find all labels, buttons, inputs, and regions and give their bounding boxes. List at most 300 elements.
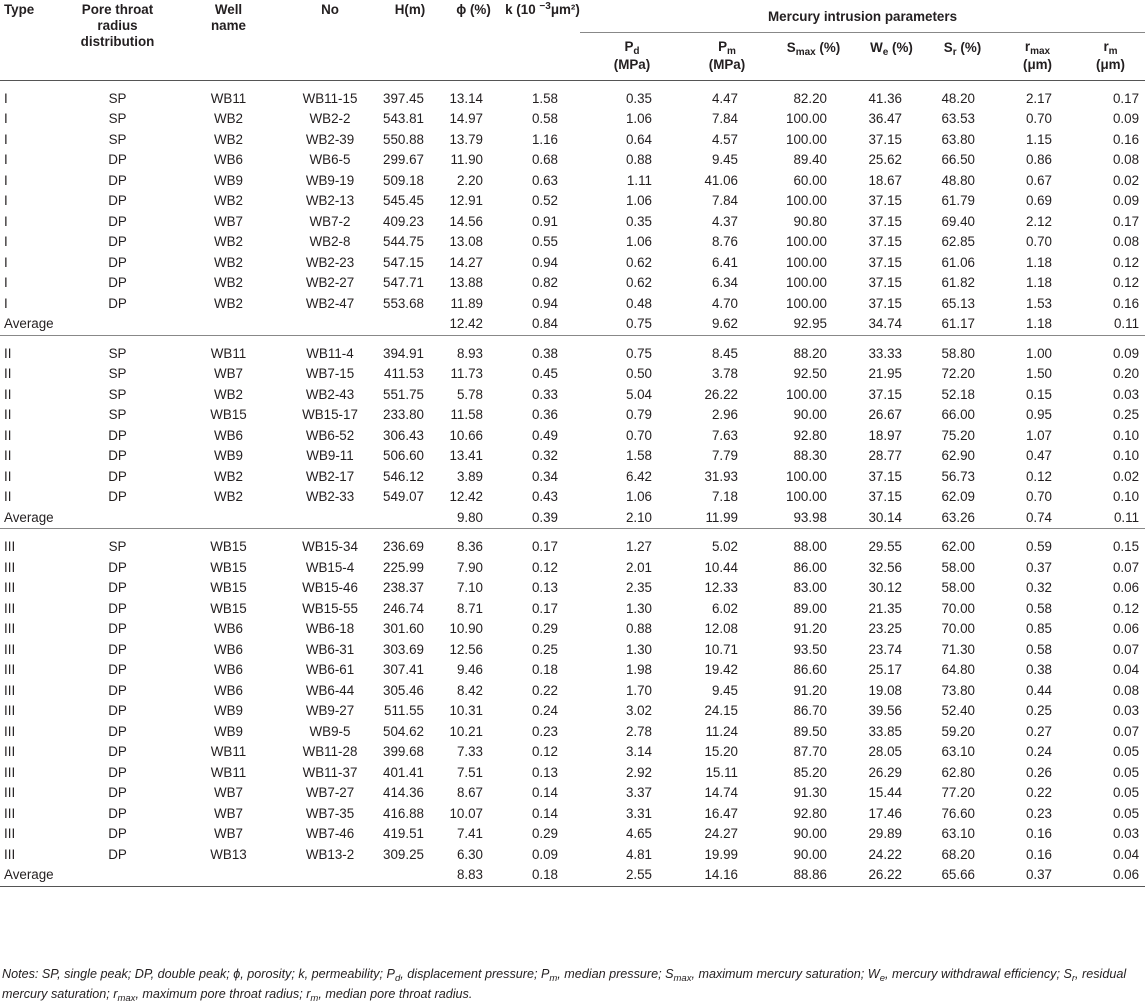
average-cell: 30.14 xyxy=(868,509,902,525)
table-cell: WB13-2 xyxy=(305,846,355,862)
table-cell: 547.15 xyxy=(383,254,424,270)
table-cell: WB6-44 xyxy=(305,682,355,698)
table-row xyxy=(0,804,1145,825)
table-cell: 0.38 xyxy=(1025,662,1052,678)
table-cell: 10.71 xyxy=(704,641,738,657)
average-row xyxy=(0,314,1145,335)
table-cell: 1.06 xyxy=(625,489,652,505)
table-cell: SP xyxy=(108,345,127,361)
table-cell: 16.47 xyxy=(704,805,738,821)
table-cell: 7.18 xyxy=(711,489,738,505)
table-cell: WB7 xyxy=(213,805,244,821)
table-cell: 37.15 xyxy=(868,468,902,484)
table-cell: 11.90 xyxy=(450,152,483,168)
table-cell: 0.09 xyxy=(1112,345,1140,361)
table-cell: 8.45 xyxy=(711,345,738,361)
table-row xyxy=(0,405,1145,426)
table-cell: 0.17 xyxy=(531,600,558,616)
table-cell: SP xyxy=(108,131,127,147)
table-cell: 1.27 xyxy=(625,539,652,555)
table-cell: 0.70 xyxy=(1025,234,1052,250)
average-cell: 0.37 xyxy=(999,865,1076,886)
note-subscript: m xyxy=(549,973,558,984)
table-cell: 0.44 xyxy=(1025,682,1052,698)
table-cell: 0.70 xyxy=(1025,111,1052,127)
table-cell: WB2-33 xyxy=(305,489,355,505)
table-cell: 416.88 xyxy=(383,805,424,821)
table-cell: DP xyxy=(108,448,127,464)
average-cell: 2.55 xyxy=(580,865,684,886)
table-cell: DP xyxy=(108,172,127,188)
table-cell: 0.13 xyxy=(531,764,558,780)
table-cell: 93.50 xyxy=(793,641,827,657)
header-divider xyxy=(0,80,1145,89)
table-cell: 37.15 xyxy=(868,386,902,402)
table-cell: 39.56 xyxy=(868,703,902,719)
table-cell: 100.00 xyxy=(786,386,827,402)
table-cell: 0.69 xyxy=(1025,193,1052,209)
table-cell: 0.68 xyxy=(531,152,558,168)
table-cell: 419.51 xyxy=(383,826,424,842)
table-cell: 0.12 xyxy=(1112,600,1140,616)
average-cell: 61.17 xyxy=(941,316,975,332)
table-cell: 41.06 xyxy=(704,172,738,188)
table-cell: 0.36 xyxy=(531,407,558,423)
table-cell: DP xyxy=(108,234,127,250)
table-row xyxy=(0,763,1145,784)
group-divider xyxy=(0,529,1145,538)
table-cell: 29.89 xyxy=(868,826,902,842)
header-permeability: k (10 $^{-3}$μm²) xyxy=(505,2,580,17)
table-cell: 1.15 xyxy=(1025,131,1052,147)
table-cell: 87.70 xyxy=(793,744,827,760)
note-text: , maximum mercury saturation; W xyxy=(691,967,880,981)
table-cell: 21.35 xyxy=(868,600,902,616)
table-cell: 309.25 xyxy=(383,846,424,862)
table-cell: 7.41 xyxy=(456,826,483,842)
table-cell: 0.88 xyxy=(625,152,652,168)
table-cell: 1.06 xyxy=(625,234,652,250)
table-cell: 17.46 xyxy=(868,805,902,821)
table-cell: 62.85 xyxy=(941,234,975,250)
table-cell: I xyxy=(4,111,8,127)
table-cell: DP xyxy=(108,193,127,209)
table-cell: 0.04 xyxy=(1112,846,1140,862)
table-cell: 7.90 xyxy=(456,559,483,575)
table-cell: WB9-27 xyxy=(305,703,355,719)
table-cell: WB6 xyxy=(213,427,244,443)
table-cell: 11.73 xyxy=(450,366,483,382)
table-row xyxy=(0,385,1145,406)
table-row xyxy=(0,232,1145,253)
table-cell: 24.27 xyxy=(704,826,738,842)
table-cell: WB2 xyxy=(213,468,244,484)
table-cell: WB6 xyxy=(213,621,244,637)
table-cell: III xyxy=(4,846,16,862)
table-cell: 225.99 xyxy=(383,559,424,575)
table-cell: 58.80 xyxy=(941,345,975,361)
header-pore-throat-radius-distribution: Pore throat radius distribution xyxy=(80,2,155,49)
table-cell: 0.06 xyxy=(1112,621,1140,637)
table-cell: WB7 xyxy=(213,826,244,842)
table-cell: 26.67 xyxy=(868,407,902,423)
table-cell: 0.12 xyxy=(1112,275,1140,291)
table-cell: 1.00 xyxy=(1025,345,1052,361)
table-cell: 4.81 xyxy=(625,846,652,862)
average-cell: 0.74 xyxy=(1025,509,1052,525)
table-cell: 511.55 xyxy=(384,703,424,719)
table-cell: III xyxy=(4,641,16,657)
table-cell: 0.13 xyxy=(531,580,558,596)
table-cell: 0.10 xyxy=(1112,427,1140,443)
table-cell: 63.53 xyxy=(941,111,975,127)
table-cell: 0.85 xyxy=(1025,621,1052,637)
table-cell: 19.08 xyxy=(868,682,902,698)
table-cell: DP xyxy=(108,826,127,842)
table-row xyxy=(0,109,1145,130)
table-cell: DP xyxy=(108,723,127,739)
table-cell: 411.53 xyxy=(384,366,424,382)
table-cell: 0.17 xyxy=(1112,90,1140,106)
average-cell: 0.75 xyxy=(625,316,652,332)
table-cell: 32.56 xyxy=(868,559,902,575)
table-cell: 545.45 xyxy=(383,193,424,209)
table-cell: 92.80 xyxy=(793,805,827,821)
table-cell: 89.50 xyxy=(793,723,827,739)
table-cell: WB15-46 xyxy=(302,580,358,596)
table-cell: 397.45 xyxy=(383,90,424,106)
table-cell: 0.82 xyxy=(531,275,558,291)
note-text: , mercury withdrawal efficiency; S xyxy=(885,967,1072,981)
table-cell: 8.42 xyxy=(456,682,483,698)
table-cell: 0.12 xyxy=(531,744,558,760)
average-cell: 12.42 xyxy=(449,316,483,332)
table-cell: WB7-35 xyxy=(305,805,355,821)
table-cell: WB7 xyxy=(213,366,244,382)
table-cell: SP xyxy=(108,366,127,382)
table-cell: 100.00 xyxy=(786,111,827,127)
table-cell: 37.15 xyxy=(868,193,902,209)
table-cell: 7.79 xyxy=(711,448,738,464)
average-row xyxy=(0,508,1145,529)
table-cell: I xyxy=(4,152,8,168)
table-cell: DP xyxy=(108,662,127,678)
table-cell: DP xyxy=(108,275,127,291)
table-cell: 509.18 xyxy=(383,172,424,188)
table-cell: WB11 xyxy=(210,764,247,780)
table-cell: 2.92 xyxy=(625,764,652,780)
table-cell: 0.05 xyxy=(1112,744,1140,760)
average-cell: 92.95 xyxy=(793,316,827,332)
table-cell: 2.01 xyxy=(625,559,652,575)
average-row xyxy=(0,865,1145,886)
table-cell: WB6-52 xyxy=(305,427,355,443)
table-cell: 8.71 xyxy=(456,600,483,616)
table-cell: 0.20 xyxy=(1112,366,1140,382)
table-cell: WB7 xyxy=(213,213,244,229)
table-cell: 7.51 xyxy=(456,764,483,780)
table-cell: 26.29 xyxy=(868,764,902,780)
table-cell: 5.02 xyxy=(711,539,738,555)
table-cell: 12.42 xyxy=(449,489,483,505)
table-cell: 14.27 xyxy=(449,254,483,270)
table-cell: 0.75 xyxy=(625,345,652,361)
table-cell: 58.00 xyxy=(941,580,975,596)
table-row xyxy=(0,640,1145,661)
table-cell: 0.09 xyxy=(1112,193,1140,209)
table-row xyxy=(0,722,1145,743)
table-cell: 401.41 xyxy=(383,764,424,780)
table-cell: 233.80 xyxy=(383,407,424,423)
table-cell: 547.71 xyxy=(383,275,424,291)
table-cell: II xyxy=(4,448,12,464)
table-cell: WB6 xyxy=(213,662,244,678)
table-cell: DP xyxy=(108,621,127,637)
table-cell: WB2 xyxy=(213,295,244,311)
table-row xyxy=(0,212,1145,233)
table-cell: 0.49 xyxy=(531,427,558,443)
table-cell: 13.79 xyxy=(449,131,483,147)
table-cell: 100.00 xyxy=(786,254,827,270)
table-cell: 21.95 xyxy=(868,366,902,382)
table-cell: 0.24 xyxy=(1025,744,1052,760)
table-cell: 0.86 xyxy=(1025,152,1052,168)
table-cell: I xyxy=(4,172,8,188)
table-cell: 10.07 xyxy=(449,805,483,821)
table-cell: III xyxy=(4,785,16,801)
table-cell: 0.64 xyxy=(625,131,652,147)
table-cell: 0.58 xyxy=(1025,600,1052,616)
table-cell: 1.18 xyxy=(1025,275,1052,291)
table-cell: DP xyxy=(108,744,127,760)
table-cell: WB6-5 xyxy=(309,152,351,168)
table-cell: 8.76 xyxy=(711,234,738,250)
table-row xyxy=(0,294,1145,315)
table-cell: 0.09 xyxy=(1112,111,1140,127)
table-cell: 0.12 xyxy=(1112,254,1140,270)
table-cell: 100.00 xyxy=(786,234,827,250)
table-cell: 0.25 xyxy=(1112,407,1140,423)
table-cell: 0.18 xyxy=(531,662,558,678)
table-cell: II xyxy=(4,386,12,402)
table-cell: DP xyxy=(108,468,127,484)
table-cell: 85.20 xyxy=(793,764,827,780)
table-cell: 0.22 xyxy=(1025,785,1052,801)
table-cell: II xyxy=(4,345,12,361)
table-cell: 0.62 xyxy=(625,254,652,270)
average-cell: 0.11 xyxy=(1113,509,1140,525)
table-cell: WB2-47 xyxy=(305,295,355,311)
table-cell: II xyxy=(4,468,12,484)
table-row xyxy=(0,487,1145,508)
note-subscript: r xyxy=(1071,973,1076,984)
table-cell: 6.34 xyxy=(711,275,738,291)
table-cell: WB6 xyxy=(213,641,244,657)
table-cell: 0.02 xyxy=(1112,468,1140,484)
table-cell: 29.55 xyxy=(868,539,902,555)
table-cell: 91.30 xyxy=(793,785,827,801)
table-cell: 48.20 xyxy=(941,90,975,106)
table-cell: 7.84 xyxy=(711,111,738,127)
table-cell: 1.11 xyxy=(626,172,652,188)
table-cell: 0.70 xyxy=(1025,489,1052,505)
table-cell: 0.48 xyxy=(625,295,652,311)
table-cell: WB2-27 xyxy=(305,275,355,291)
table-cell: 10.44 xyxy=(704,559,738,575)
table-row xyxy=(0,783,1145,804)
table-cell: 62.80 xyxy=(941,764,975,780)
table-cell: WB11 xyxy=(210,744,247,760)
table-cell: 0.79 xyxy=(625,407,652,423)
table-cell: DP xyxy=(108,427,127,443)
table-cell: 52.40 xyxy=(941,703,975,719)
table-cell: 6.02 xyxy=(711,600,738,616)
table-cell: 9.45 xyxy=(711,682,738,698)
table-cell: 3.78 xyxy=(711,366,738,382)
table-cell: 0.16 xyxy=(1112,131,1140,147)
table-cell: 68.20 xyxy=(941,846,975,862)
table-cell: WB6-18 xyxy=(305,621,355,637)
table-cell: 549.07 xyxy=(383,489,424,505)
table-cell: 0.55 xyxy=(531,234,558,250)
table-cell: 65.13 xyxy=(941,295,975,311)
table-cell: 551.75 xyxy=(383,386,424,402)
table-cell: WB15-55 xyxy=(302,600,358,616)
table-cell: 62.09 xyxy=(941,489,975,505)
table-cell: 299.67 xyxy=(383,152,424,168)
table-cell: 86.60 xyxy=(793,662,827,678)
header-no: No xyxy=(321,2,339,17)
table-cell: WB15 xyxy=(210,407,247,423)
table-cell: 0.32 xyxy=(531,448,558,464)
table-cell: 0.33 xyxy=(531,386,558,402)
table-row xyxy=(0,742,1145,763)
table-cell: 92.80 xyxy=(793,427,827,443)
table-cell: 13.14 xyxy=(449,90,483,106)
table-cell: 3.14 xyxy=(625,744,652,760)
table-cell: WB15-4 xyxy=(305,559,355,575)
table-cell: 0.38 xyxy=(531,345,558,361)
table-cell: 91.20 xyxy=(793,682,827,698)
table-cell: WB15-34 xyxy=(302,539,358,555)
header-mercury-intrusion-parameters: Mercury intrusion parameters xyxy=(580,2,1145,32)
table-cell: DP xyxy=(108,580,127,596)
table-cell: 0.04 xyxy=(1112,662,1140,678)
table-cell: 0.08 xyxy=(1112,682,1140,698)
table-cell: 1.53 xyxy=(1025,295,1052,311)
table-cell: 3.89 xyxy=(456,468,483,484)
table-cell: 0.35 xyxy=(625,213,652,229)
table-cell: I xyxy=(4,254,8,270)
table-cell: 409.23 xyxy=(383,213,424,229)
table-cell: II xyxy=(4,407,12,423)
table-cell: 238.37 xyxy=(383,580,424,596)
table-cell: 63.80 xyxy=(941,131,975,147)
table-cell: 0.45 xyxy=(531,366,558,382)
table-cell: 18.67 xyxy=(868,172,902,188)
table-cell: 41.36 xyxy=(868,90,902,106)
table-cell: WB2 xyxy=(213,193,244,209)
table-cell: 10.21 xyxy=(449,723,483,739)
note-subscript: max xyxy=(673,973,692,984)
header-well-name: Well name xyxy=(211,2,246,33)
average-cell: 14.16 xyxy=(684,865,770,886)
table-cell: 4.70 xyxy=(711,295,738,311)
table-row xyxy=(0,150,1145,171)
table-cell: 394.91 xyxy=(383,345,424,361)
table-cell: WB15 xyxy=(210,559,247,575)
table-cell: 37.15 xyxy=(868,489,902,505)
table-cell: 0.03 xyxy=(1112,703,1140,719)
average-cell: 0.18 xyxy=(505,865,580,886)
mercury-intrusion-table xyxy=(0,2,1145,887)
table-row xyxy=(0,89,1145,110)
table-cell: 414.36 xyxy=(383,785,424,801)
table-cell: 0.32 xyxy=(1025,580,1052,596)
table-cell: 0.23 xyxy=(531,723,558,739)
table-cell: SP xyxy=(108,111,127,127)
table-cell: 90.80 xyxy=(793,213,827,229)
table-cell: 0.94 xyxy=(531,254,558,270)
table-cell: III xyxy=(4,805,16,821)
table-cell: 1.07 xyxy=(1025,427,1052,443)
table-cell: 70.00 xyxy=(941,621,975,637)
table-cell: 506.60 xyxy=(383,448,424,464)
table-cell: 62.00 xyxy=(941,539,975,555)
table-cell: 0.05 xyxy=(1112,764,1140,780)
table-cell: 33.85 xyxy=(868,723,902,739)
table-cell: DP xyxy=(108,846,127,862)
average-cell: 9.80 xyxy=(456,509,483,525)
table-cell: WB2-43 xyxy=(305,386,355,402)
table-row xyxy=(0,660,1145,681)
table-cell: 1.50 xyxy=(1025,366,1052,382)
table-cell: 88.30 xyxy=(793,448,827,464)
table-cell: 1.16 xyxy=(531,131,558,147)
table-cell: WB11 xyxy=(210,345,247,361)
table-cell: DP xyxy=(108,295,127,311)
average-cell: 1.18 xyxy=(1025,316,1052,332)
table-cell: 0.03 xyxy=(1112,386,1140,402)
table-cell: 86.70 xyxy=(793,703,827,719)
table-cell: 550.88 xyxy=(383,131,424,147)
table-cell: 0.03 xyxy=(1112,826,1140,842)
table-cell: 504.62 xyxy=(383,723,424,739)
table-cell: 0.22 xyxy=(531,682,558,698)
table-cell: 24.22 xyxy=(868,846,902,862)
table-cell: 37.15 xyxy=(868,275,902,291)
table-cell: 1.30 xyxy=(625,600,652,616)
table-cell: 25.62 xyxy=(868,152,902,168)
table-cell: WB9 xyxy=(213,172,244,188)
table-cell: 0.59 xyxy=(1025,539,1052,555)
table-cell: WB9-11 xyxy=(306,448,354,464)
table-cell: 88.00 xyxy=(793,539,827,555)
table-cell: 75.20 xyxy=(941,427,975,443)
header-porosity: ϕ (%) xyxy=(456,2,491,17)
table-cell: 0.08 xyxy=(1112,234,1140,250)
average-cell: 8.83 xyxy=(442,865,505,886)
table-cell: WB2-2 xyxy=(309,111,351,127)
table-cell: WB11-4 xyxy=(306,345,354,361)
table-cell: SP xyxy=(108,407,127,423)
table-cell: 246.74 xyxy=(383,600,424,616)
note-subscript: m xyxy=(310,993,319,1004)
table-cell: I xyxy=(4,131,8,147)
table-cell: 7.10 xyxy=(456,580,483,596)
table-cell: 91.20 xyxy=(793,621,827,637)
table-cell: 61.06 xyxy=(941,254,975,270)
